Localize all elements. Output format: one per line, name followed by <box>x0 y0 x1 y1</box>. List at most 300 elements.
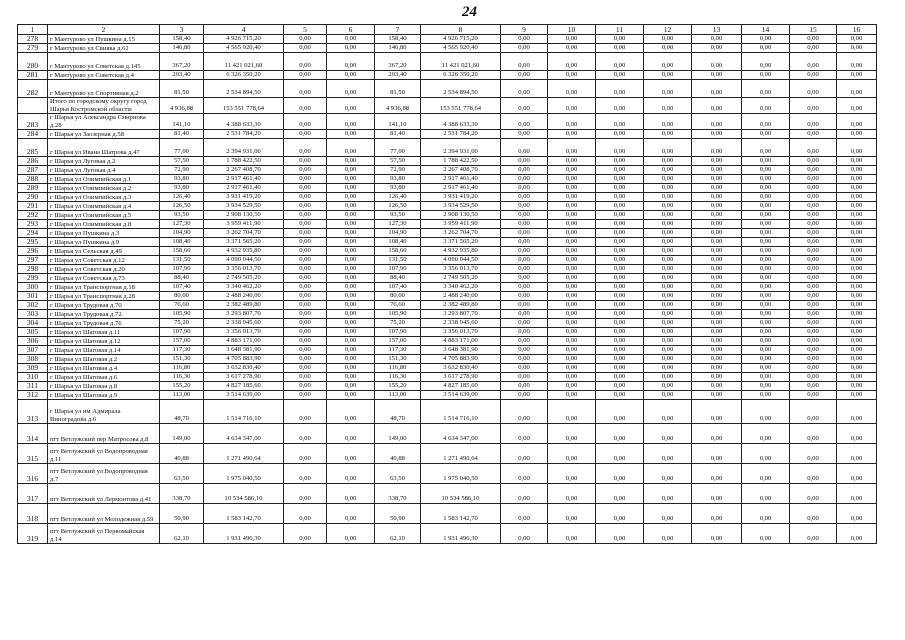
value-cell: 0,00 <box>501 229 548 238</box>
value-cell: 0,00 <box>501 328 548 337</box>
value-cell: 0,00 <box>327 202 375 211</box>
value-cell: 2 382 489,80 <box>421 301 501 310</box>
value-cell: 0,00 <box>284 504 327 524</box>
value-cell: 0,00 <box>327 35 375 44</box>
value-cell: 40,88 <box>375 444 421 464</box>
value-cell: 3 356 013,70 <box>204 265 284 274</box>
value-cell: 0,00 <box>284 355 327 364</box>
value-cell: 0,00 <box>837 373 877 382</box>
value-cell: 4 932 935,80 <box>204 247 284 256</box>
value-cell: 93,80 <box>375 184 421 193</box>
value-cell: 0,00 <box>644 373 692 382</box>
value-cell: 2 749 505,20 <box>421 274 501 283</box>
value-cell: 0,00 <box>501 319 548 328</box>
row-number-cell: 278 <box>18 35 48 44</box>
value-cell: 0,00 <box>837 157 877 166</box>
value-cell: 0,00 <box>644 382 692 391</box>
column-number-row <box>18 25 877 35</box>
value-cell: 0,00 <box>644 274 692 283</box>
address-cell: г Шарья ул Транспортная д.18 <box>48 283 160 292</box>
value-cell: 0,00 <box>644 310 692 319</box>
value-cell: 0,00 <box>837 238 877 247</box>
value-cell: 0,00 <box>327 114 375 130</box>
row-number-cell: 319 <box>18 524 48 544</box>
value-cell: 0,00 <box>837 400 877 424</box>
row-number-cell: 295 <box>18 238 48 247</box>
row-number-cell: 299 <box>18 274 48 283</box>
value-cell: 0,00 <box>548 274 596 283</box>
value-cell: 0,00 <box>790 274 837 283</box>
value-cell: 0,00 <box>501 80 548 98</box>
address-cell: г Шарья ул Шаговая д.4 <box>48 364 160 373</box>
value-cell: 0,00 <box>501 193 548 202</box>
row-number-cell: 311 <box>18 382 48 391</box>
value-cell: 3 371 565,20 <box>421 238 501 247</box>
table-row <box>18 114 877 130</box>
value-cell: 0,00 <box>742 265 790 274</box>
value-cell: 0,00 <box>692 157 742 166</box>
value-cell: 0,00 <box>742 400 790 424</box>
value-cell: 0,00 <box>692 328 742 337</box>
row-number-cell: 280 <box>18 53 48 71</box>
value-cell: 141,10 <box>160 114 204 130</box>
value-cell: 0,00 <box>596 247 644 256</box>
value-cell: 2 917 461,40 <box>204 184 284 193</box>
value-cell: 0,00 <box>596 373 644 382</box>
value-cell: 0,00 <box>501 484 548 504</box>
value-cell: 0,00 <box>742 283 790 292</box>
value-cell: 0,00 <box>742 157 790 166</box>
address-cell: г Шарья ул Сельская д.49 <box>48 247 160 256</box>
value-cell: 0,00 <box>284 524 327 544</box>
value-cell: 126,50 <box>375 202 421 211</box>
value-cell: 0,00 <box>742 391 790 400</box>
value-cell: 0,00 <box>837 229 877 238</box>
address-cell: г Шарья ул Пушкина д.9 <box>48 238 160 247</box>
row-number-cell: 298 <box>18 265 48 274</box>
value-cell: 0,00 <box>501 355 548 364</box>
value-cell: 4 090 044,50 <box>421 256 501 265</box>
value-cell: 155,20 <box>160 382 204 391</box>
value-cell: 0,00 <box>790 238 837 247</box>
table-row <box>18 130 877 139</box>
value-cell: 0,00 <box>596 484 644 504</box>
value-cell: 0,00 <box>501 373 548 382</box>
value-cell: 2 267 408,70 <box>421 166 501 175</box>
value-cell: 0,00 <box>644 193 692 202</box>
value-cell: 0,00 <box>596 328 644 337</box>
address-cell: г Шарья ул Шаговая д.14 <box>48 346 160 355</box>
value-cell: 2 531 784,20 <box>204 130 284 139</box>
value-cell: 0,00 <box>742 484 790 504</box>
row-number-cell: 294 <box>18 229 48 238</box>
value-cell: 0,00 <box>284 238 327 247</box>
value-cell: 0,00 <box>548 444 596 464</box>
address-cell: г Шарья ул Луговая д.4 <box>48 166 160 175</box>
value-cell: 0,00 <box>644 211 692 220</box>
value-cell: 2 917 461,40 <box>204 175 284 184</box>
address-cell: г Шарья ул Шаговая д.11 <box>48 328 160 337</box>
value-cell: 0,00 <box>692 391 742 400</box>
value-cell: 0,00 <box>596 424 644 444</box>
value-cell: 2 749 505,20 <box>204 274 284 283</box>
value-cell: 4 926 715,20 <box>421 35 501 44</box>
row-number-cell: 279 <box>18 44 48 53</box>
value-cell: 0,00 <box>327 328 375 337</box>
value-cell: 3 356 013,70 <box>204 328 284 337</box>
value-cell: 0,00 <box>837 504 877 524</box>
value-cell: 0,00 <box>284 283 327 292</box>
value-cell: 108,40 <box>160 238 204 247</box>
value-cell: 0,00 <box>548 114 596 130</box>
value-cell: 0,00 <box>692 346 742 355</box>
value-cell: 3 340 462,20 <box>421 283 501 292</box>
row-number-cell: 315 <box>18 444 48 464</box>
value-cell: 0,00 <box>327 166 375 175</box>
value-cell: 107,90 <box>160 265 204 274</box>
value-cell: 0,00 <box>284 98 327 114</box>
value-cell: 0,00 <box>837 53 877 71</box>
value-cell: 0,00 <box>284 364 327 373</box>
value-cell: 0,00 <box>742 211 790 220</box>
value-cell: 0,00 <box>742 166 790 175</box>
value-cell: 0,00 <box>644 157 692 166</box>
table-row <box>18 166 877 175</box>
address-cell: г Мантурово ул Спортивная д.2 <box>48 80 160 98</box>
value-cell: 0,00 <box>501 337 548 346</box>
table-row <box>18 238 877 247</box>
value-cell: 0,00 <box>692 139 742 157</box>
value-cell: 0,00 <box>327 346 375 355</box>
value-cell: 2 267 408,70 <box>204 166 284 175</box>
value-cell: 0,00 <box>501 391 548 400</box>
value-cell: 0,00 <box>548 346 596 355</box>
value-cell: 0,00 <box>692 265 742 274</box>
value-cell: 0,00 <box>596 157 644 166</box>
value-cell: 0,00 <box>644 265 692 274</box>
table-row <box>18 211 877 220</box>
value-cell: 0,00 <box>644 256 692 265</box>
value-cell: 0,00 <box>790 71 837 80</box>
row-number-cell: 293 <box>18 220 48 229</box>
value-cell: 4 827 185,60 <box>421 382 501 391</box>
value-cell: 0,00 <box>501 265 548 274</box>
value-cell: 0,00 <box>790 247 837 256</box>
value-cell: 0,00 <box>692 274 742 283</box>
value-cell: 75,20 <box>160 319 204 328</box>
value-cell: 126,50 <box>160 202 204 211</box>
value-cell: 93,50 <box>160 211 204 220</box>
value-cell: 0,00 <box>837 211 877 220</box>
value-cell: 0,00 <box>327 130 375 139</box>
value-cell: 0,00 <box>790 319 837 328</box>
value-cell: 0,00 <box>692 130 742 139</box>
value-cell: 0,00 <box>548 464 596 484</box>
value-cell: 0,00 <box>644 292 692 301</box>
value-cell: 0,00 <box>742 274 790 283</box>
value-cell: 0,00 <box>742 524 790 544</box>
value-cell: 0,00 <box>742 256 790 265</box>
row-number-cell <box>18 98 48 114</box>
value-cell: 0,00 <box>790 504 837 524</box>
value-cell: 0,00 <box>596 265 644 274</box>
table-row <box>18 373 877 382</box>
value-cell: 0,00 <box>692 319 742 328</box>
row-number-cell: 285 <box>18 139 48 157</box>
value-cell: 0,00 <box>284 202 327 211</box>
value-cell: 0,00 <box>327 44 375 53</box>
value-cell: 0,00 <box>548 98 596 114</box>
value-cell: 0,00 <box>644 504 692 524</box>
value-cell: 0,00 <box>284 274 327 283</box>
address-cell: г Шарья ул Транспортная д.28 <box>48 292 160 301</box>
value-cell: 0,00 <box>692 80 742 98</box>
value-cell: 6 326 350,20 <box>421 71 501 80</box>
value-cell: 367,20 <box>375 53 421 71</box>
table-row <box>18 292 877 301</box>
value-cell: 3 340 462,20 <box>204 283 284 292</box>
value-cell: 0,00 <box>548 400 596 424</box>
value-cell: 0,00 <box>837 364 877 373</box>
table-row <box>18 382 877 391</box>
value-cell: 126,40 <box>375 193 421 202</box>
address-cell: пгт Ветлужский ул Лермонтова д.41 <box>48 484 160 504</box>
table-row <box>18 337 877 346</box>
value-cell: 0,00 <box>837 175 877 184</box>
value-cell: 0,00 <box>692 283 742 292</box>
value-cell: 131,50 <box>160 256 204 265</box>
table-row <box>18 184 877 193</box>
table-row <box>18 265 877 274</box>
value-cell: 0,00 <box>327 80 375 98</box>
value-cell: 0,00 <box>790 373 837 382</box>
value-cell: 0,00 <box>742 80 790 98</box>
value-cell: 158,60 <box>160 247 204 256</box>
value-cell: 0,00 <box>644 71 692 80</box>
value-cell: 0,00 <box>837 464 877 484</box>
value-cell: 3 262 704,70 <box>204 229 284 238</box>
value-cell: 0,00 <box>596 256 644 265</box>
value-cell: 62,10 <box>160 524 204 544</box>
value-cell: 0,00 <box>327 424 375 444</box>
value-cell: 0,00 <box>548 166 596 175</box>
address-cell: г Мантурово ул Пушкина д.15 <box>48 35 160 44</box>
value-cell: 0,00 <box>327 391 375 400</box>
value-cell: 2 917 461,40 <box>421 184 501 193</box>
row-number-cell: 297 <box>18 256 48 265</box>
value-cell: 0,00 <box>284 310 327 319</box>
value-cell: 1 931 496,30 <box>204 524 284 544</box>
value-cell: 105,90 <box>375 310 421 319</box>
value-cell: 0,00 <box>501 35 548 44</box>
value-cell: 104,90 <box>160 229 204 238</box>
value-cell: 0,00 <box>548 319 596 328</box>
value-cell: 0,00 <box>644 484 692 504</box>
value-cell: 2 382 489,80 <box>204 301 284 310</box>
value-cell: 116,30 <box>160 373 204 382</box>
value-cell: 3 514 639,00 <box>204 391 284 400</box>
value-cell: 0,00 <box>790 484 837 504</box>
value-cell: 126,40 <box>160 193 204 202</box>
table-row <box>18 346 877 355</box>
value-cell: 0,00 <box>742 139 790 157</box>
value-cell: 116,30 <box>375 373 421 382</box>
value-cell: 0,00 <box>837 139 877 157</box>
value-cell: 127,30 <box>160 220 204 229</box>
value-cell: 4 936,88 <box>160 98 204 114</box>
value-cell: 0,00 <box>837 71 877 80</box>
value-cell: 0,00 <box>327 382 375 391</box>
value-cell: 0,00 <box>284 292 327 301</box>
value-cell: 0,00 <box>790 391 837 400</box>
table-row <box>18 444 877 464</box>
value-cell: 0,00 <box>284 139 327 157</box>
value-cell: 0,00 <box>596 175 644 184</box>
value-cell: 0,00 <box>596 391 644 400</box>
value-cell: 3 931 419,20 <box>204 193 284 202</box>
value-cell: 3 617 278,90 <box>204 373 284 382</box>
value-cell: 0,00 <box>501 202 548 211</box>
row-number-cell: 309 <box>18 364 48 373</box>
value-cell: 157,00 <box>160 337 204 346</box>
value-cell: 2 338 945,60 <box>204 319 284 328</box>
value-cell: 3 293 807,70 <box>421 310 501 319</box>
value-cell: 0,00 <box>644 355 692 364</box>
value-cell: 0,00 <box>742 98 790 114</box>
value-cell: 81,50 <box>160 80 204 98</box>
value-cell: 0,00 <box>692 247 742 256</box>
value-cell: 2 394 931,00 <box>421 139 501 157</box>
row-number-cell: 307 <box>18 346 48 355</box>
value-cell: 3 959 411,90 <box>421 220 501 229</box>
value-cell: 0,00 <box>837 166 877 175</box>
column-number: 15 <box>790 25 837 35</box>
value-cell: 0,00 <box>742 53 790 71</box>
value-cell: 0,00 <box>692 484 742 504</box>
value-cell: 0,00 <box>548 157 596 166</box>
value-cell: 93,80 <box>375 175 421 184</box>
value-cell: 0,00 <box>284 175 327 184</box>
value-cell: 4 827 185,60 <box>204 382 284 391</box>
address-cell: пгт Ветлужский ул Водопроводная д.7 <box>48 464 160 484</box>
value-cell: 2 394 931,00 <box>204 139 284 157</box>
value-cell: 0,00 <box>596 166 644 175</box>
row-number-cell: 289 <box>18 184 48 193</box>
value-cell: 0,00 <box>644 319 692 328</box>
value-cell: 0,00 <box>644 220 692 229</box>
value-cell: 3 632 830,40 <box>421 364 501 373</box>
column-number: 1 <box>18 25 48 35</box>
value-cell: 0,00 <box>501 504 548 524</box>
value-cell: 141,10 <box>375 114 421 130</box>
value-cell: 2 534 894,50 <box>204 80 284 98</box>
value-cell: 0,00 <box>644 114 692 130</box>
value-cell: 0,00 <box>327 98 375 114</box>
value-cell: 0,00 <box>790 80 837 98</box>
value-cell: 4 388 633,30 <box>421 114 501 130</box>
value-cell: 0,00 <box>548 373 596 382</box>
value-cell: 3 356 013,70 <box>421 328 501 337</box>
value-cell: 117,30 <box>160 346 204 355</box>
value-cell: 0,00 <box>790 202 837 211</box>
value-cell: 80,00 <box>375 292 421 301</box>
value-cell: 0,00 <box>742 184 790 193</box>
value-cell: 0,00 <box>692 193 742 202</box>
value-cell: 0,00 <box>644 130 692 139</box>
value-cell: 0,00 <box>644 337 692 346</box>
column-number: 6 <box>327 25 375 35</box>
table-row <box>18 247 877 256</box>
row-number-cell: 283 <box>18 114 48 130</box>
value-cell: 0,00 <box>644 301 692 310</box>
value-cell: 0,00 <box>548 193 596 202</box>
value-cell: 0,00 <box>790 98 837 114</box>
value-cell: 0,00 <box>790 157 837 166</box>
row-number-cell: 314 <box>18 424 48 444</box>
value-cell: 63,50 <box>160 464 204 484</box>
value-cell: 0,00 <box>596 292 644 301</box>
value-cell: 127,30 <box>375 220 421 229</box>
value-cell: 0,00 <box>790 166 837 175</box>
value-cell: 4 883 171,00 <box>421 337 501 346</box>
value-cell: 0,00 <box>790 139 837 157</box>
value-cell: 0,00 <box>327 337 375 346</box>
value-cell: 0,00 <box>501 53 548 71</box>
address-cell: г Мантурово ул Свияка д.61 <box>48 44 160 53</box>
value-cell: 0,00 <box>501 130 548 139</box>
value-cell: 0,00 <box>548 202 596 211</box>
row-number-cell: 306 <box>18 337 48 346</box>
value-cell: 93,80 <box>160 184 204 193</box>
value-cell: 6 326 350,20 <box>204 71 284 80</box>
value-cell: 0,00 <box>837 328 877 337</box>
value-cell: 0,00 <box>284 166 327 175</box>
value-cell: 0,00 <box>284 301 327 310</box>
value-cell: 0,00 <box>327 292 375 301</box>
value-cell: 0,00 <box>790 400 837 424</box>
value-cell: 0,00 <box>692 337 742 346</box>
value-cell: 2 488 240,00 <box>204 292 284 301</box>
value-cell: 0,00 <box>837 130 877 139</box>
value-cell: 0,00 <box>327 301 375 310</box>
value-cell: 0,00 <box>644 175 692 184</box>
value-cell: 0,00 <box>501 166 548 175</box>
value-cell: 0,00 <box>644 44 692 53</box>
column-number: 10 <box>548 25 596 35</box>
value-cell: 0,00 <box>284 373 327 382</box>
value-cell: 0,00 <box>284 220 327 229</box>
value-cell: 0,00 <box>548 139 596 157</box>
value-cell: 0,00 <box>548 238 596 247</box>
address-cell: г Шарья ул Олимпийская д.8 <box>48 220 160 229</box>
value-cell: 0,00 <box>327 283 375 292</box>
value-cell: 0,00 <box>596 53 644 71</box>
value-cell: 0,00 <box>596 98 644 114</box>
value-cell: 0,00 <box>644 35 692 44</box>
value-cell: 0,00 <box>790 464 837 484</box>
address-cell: пгт Ветлужский пер Матросова д.8 <box>48 424 160 444</box>
table-row <box>18 80 877 98</box>
value-cell: 88,40 <box>375 274 421 283</box>
table-row <box>18 424 877 444</box>
address-cell: г Шарья ул Советская д.20 <box>48 265 160 274</box>
value-cell: 0,00 <box>692 355 742 364</box>
value-cell: 0,00 <box>501 310 548 319</box>
value-cell: 0,00 <box>548 229 596 238</box>
row-number-cell: 303 <box>18 310 48 319</box>
value-cell: 0,00 <box>790 35 837 44</box>
value-cell: 0,00 <box>327 355 375 364</box>
